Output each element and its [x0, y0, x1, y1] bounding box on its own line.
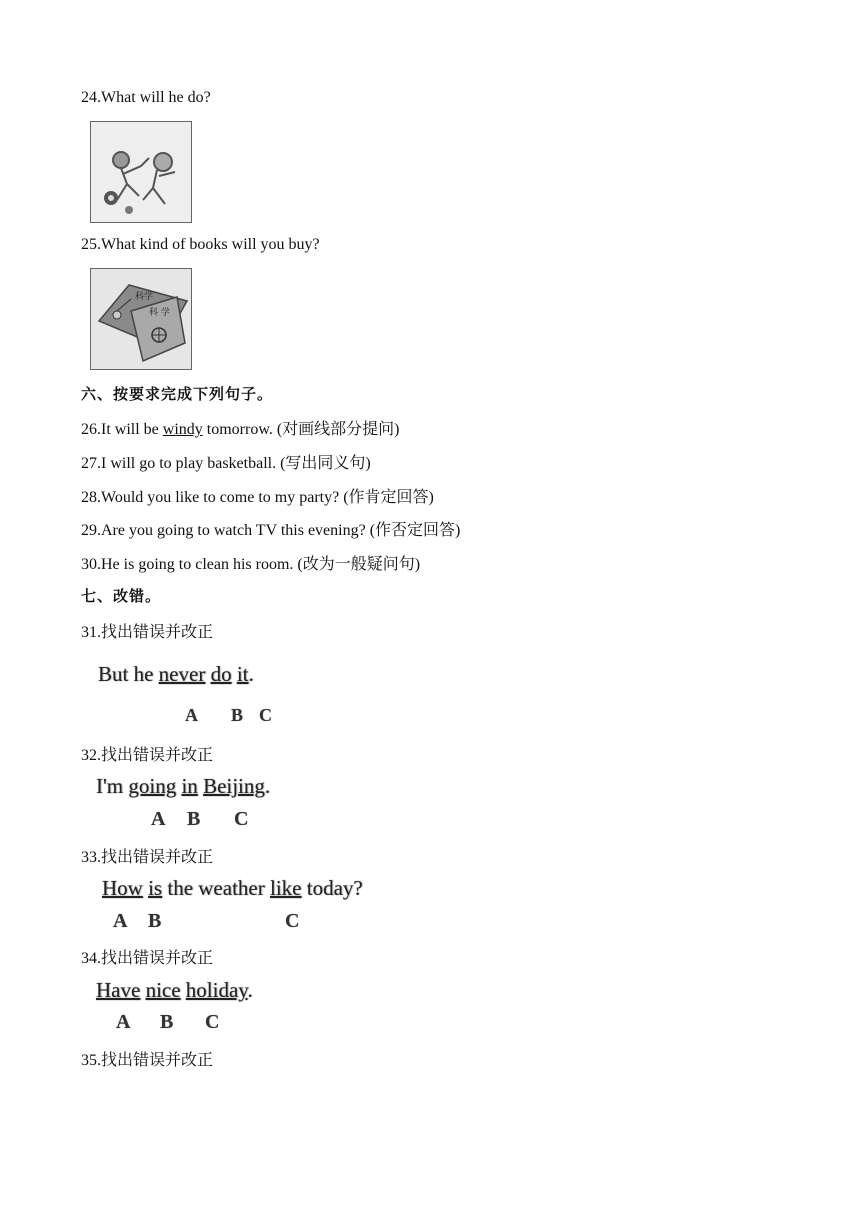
letter-c: C	[285, 910, 300, 932]
question-28: 28.Would you like to come to my party? (作肯定回答)	[81, 489, 434, 506]
question-34-end: .	[247, 978, 253, 1002]
question-31-part-a: never	[158, 662, 206, 686]
letter-c: C	[205, 1011, 220, 1033]
question-25: 25.What kind of books will you buy?	[81, 236, 320, 253]
question-31-end: .	[248, 662, 254, 686]
question-32-part-a: going	[128, 774, 177, 798]
question-32-end: .	[264, 774, 271, 798]
question-31-part-c: it	[236, 662, 249, 686]
question-33-part-b: is	[148, 876, 163, 900]
letter-b: B	[148, 910, 162, 932]
question-32-option-letters	[0, 808, 860, 830]
question-34-part-a: Have	[96, 978, 141, 1002]
question-33-end: today?	[301, 876, 363, 900]
question-33-label: 33.找出错误并改正	[81, 849, 214, 866]
letter-a: A	[113, 910, 128, 932]
question-31-label: 31.找出错误并改正	[81, 624, 214, 641]
question-33-option-letters	[0, 910, 860, 932]
letter-b: B	[160, 1011, 174, 1033]
question-26-text-after: tomorrow. (对画线部分提问)	[202, 421, 400, 438]
question-31-text: But he	[98, 662, 159, 686]
svg-text:科学: 科学	[135, 292, 154, 302]
question-24: 24.What will he do?	[81, 89, 211, 106]
question-33-sentence-image	[102, 876, 363, 901]
letter-c: C	[234, 808, 249, 830]
question-25-image	[90, 268, 192, 370]
question-26-text-before: 26.It will be	[81, 421, 163, 438]
question-32-part-b: in	[181, 774, 198, 798]
question-33-part-c: like	[269, 876, 302, 900]
question-31-part-b: do	[210, 662, 232, 686]
letter-b: B	[231, 705, 244, 725]
question-29: 29.Are you going to watch TV this evening? (作否定回答)	[81, 522, 461, 539]
question-32-part-c: Beijing	[203, 774, 265, 798]
question-34-sentence-image	[96, 978, 253, 1003]
letter-b: B	[187, 808, 201, 830]
section-6-title: 六、按要求完成下列句子。	[81, 385, 274, 403]
question-34-option-letters	[0, 1011, 860, 1033]
question-33-part-a: How	[102, 876, 143, 900]
question-34-part-c: holiday	[185, 978, 248, 1002]
question-35-label: 35.找出错误并改正	[81, 1052, 214, 1069]
question-32-text: I'm	[96, 774, 129, 798]
science-books-icon	[91, 269, 191, 369]
letter-a: A	[185, 705, 198, 725]
question-24-image	[90, 121, 192, 223]
letter-a: A	[116, 1011, 131, 1033]
question-26	[81, 416, 400, 439]
question-32-label: 32.找出错误并改正	[81, 747, 214, 764]
question-31-option-letters	[0, 705, 860, 727]
question-34-part-b: nice	[145, 978, 181, 1002]
question-34-label: 34.找出错误并改正	[81, 950, 214, 967]
question-26-underlined-word: windy	[162, 421, 203, 438]
question-33-text: the weather	[162, 876, 270, 900]
boy-playing-football-icon	[91, 122, 191, 222]
question-31-sentence-image	[98, 662, 254, 687]
letter-c: C	[259, 705, 272, 725]
svg-text:科 学: 科 学	[149, 308, 170, 318]
section-7-title: 七、改错。	[81, 587, 162, 605]
question-30: 30.He is going to clean his room. (改为一般疑问句)	[81, 556, 421, 573]
question-27: 27.I will go to play basketball. (写出同义句)	[81, 455, 371, 472]
question-32-sentence-image	[96, 774, 270, 799]
letter-a: A	[151, 808, 166, 830]
